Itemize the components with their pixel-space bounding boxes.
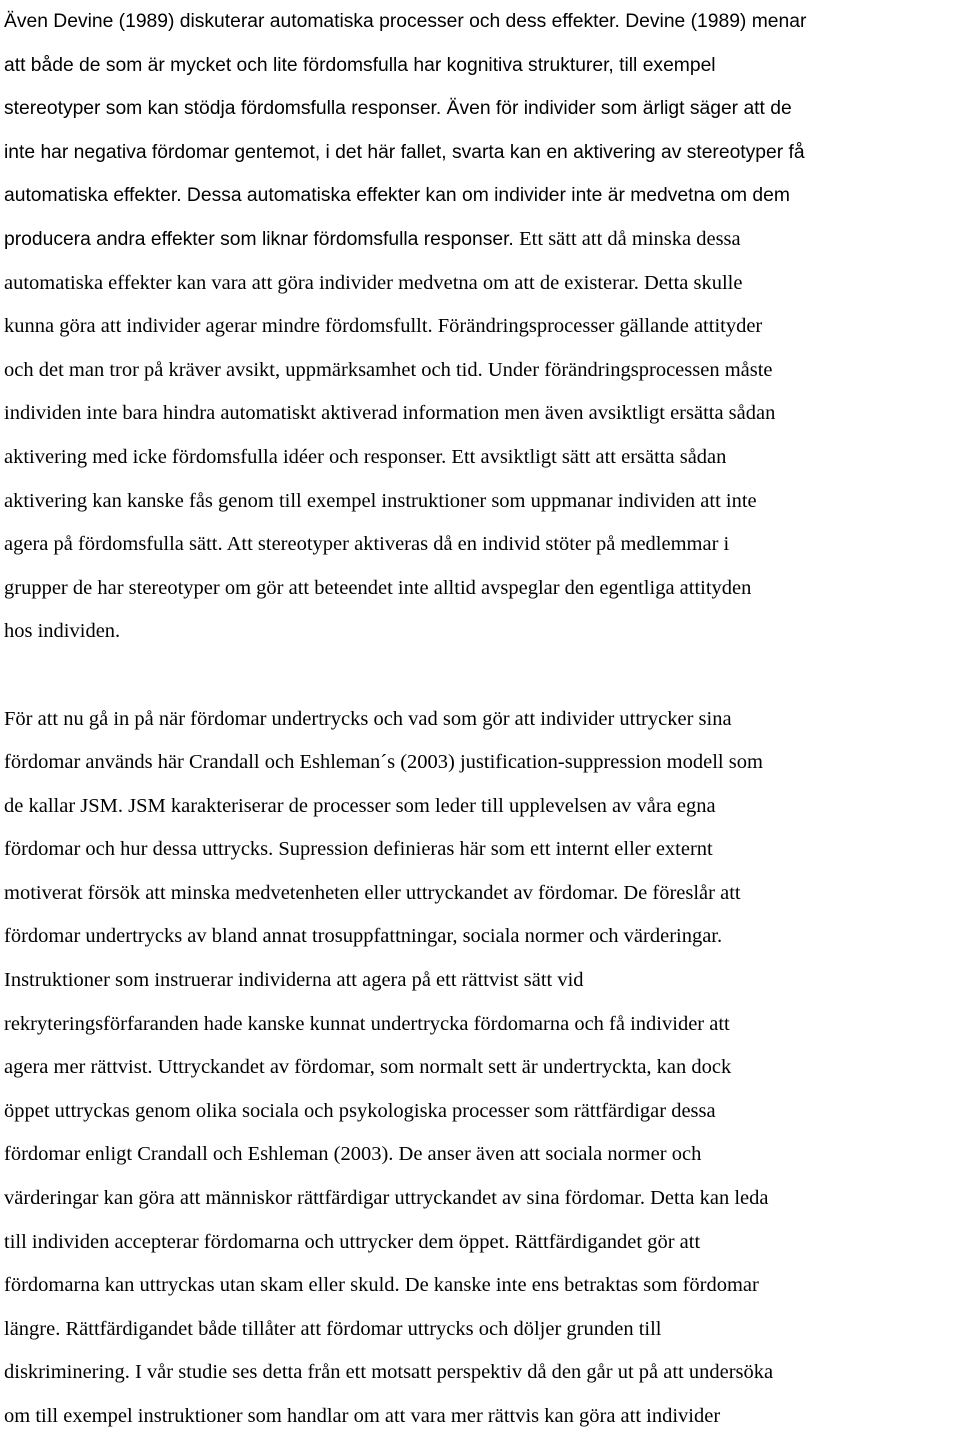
text-segment: fördomar enligt Crandall och Eshleman (2003). De anser även att sociala normer och [4,1143,702,1166]
text-line [4,1133,960,1177]
text-segment: motiverat försök att minska medvetenheten eller uttryckandet av fördomar. De föreslår att [4,881,741,904]
text-segment: grupper de har stereotyper om gör att beteendet inte alltid avspeglar den egentliga attityden [4,576,752,599]
text-line [4,1003,960,1047]
text-segment: Även Devine (1989) diskuterar automatiska processer och dess effekter. Devine (1989) menar [4,11,807,32]
text-segment: fördomar används här Crandall och Eshleman´s (2003) justification-suppression modell som [4,751,763,774]
text-line [4,349,960,393]
text-segment: producera andra effekter som liknar fördomsfulla responser. [4,228,520,250]
text-line [4,523,960,567]
text-line [4,44,960,88]
text-line [4,392,960,436]
text-segment: stereotyper som kan stödja fördomsfulla responser. Även för individer som ärligt säger att de [4,98,792,120]
text-line [4,872,960,916]
text-line [4,785,960,829]
text-segment: automatiska effekter. Dessa automatiska effekter kan om individer inte är medvetna om dem [4,185,790,207]
text-segment: kunna göra att individer agerar mindre fördomsfullt. Förändringsprocesser gällande attityder [4,315,763,338]
text-line [4,218,960,262]
text-segment: Instruktioner som instruerar individerna att agera på ett rättvist sätt vid [4,969,584,992]
text-segment: aktivering kan kanske fås genom till exempel instruktioner som uppmanar individen att inte [4,489,757,512]
text-line [4,915,960,959]
text-line [4,741,960,785]
text-segment: de kallar JSM. JSM karakteriserar de processer som leder till upplevelsen av våra egna [4,794,716,817]
text-segment: agera mer rättvist. Uttryckandet av fördomar, som normalt sett är undertryckta, kan dock [4,1056,732,1079]
text-segment: fördomar undertrycks av bland annat trosuppfattningar, sociala normer och värderingar. [4,925,723,948]
text-line [4,828,960,872]
text-line [4,610,960,654]
text-segment: diskriminering. I vår studie ses detta från ett motsatt perspektiv då den går ut på att undersöka [4,1361,774,1384]
text-segment: fördomarna kan uttryckas utan skam eller skuld. De kanske inte ens betraktas som fördomar [4,1274,759,1297]
text-line [4,698,960,742]
text-segment: längre. Rättfärdigandet både tillåter att fördomar uttrycks och döljer grunden till [4,1317,662,1340]
text-segment: rekryteringsförfaranden hade kanske kunnat undertrycka fördomarna och få individer att [4,1012,730,1035]
text-segment: värderingar kan göra att människor rättfärdigar uttryckandet av sina fördomar. Detta kan leda [4,1187,769,1210]
text-segment: hos individen. [4,620,121,643]
text-segment: öppet uttryckas genom olika sociala och psykologiska processer som rättfärdigar dessa [4,1099,716,1122]
text-line [4,959,960,1003]
text-line [4,174,960,218]
paragraph-1 [4,0,960,654]
text-segment: aktivering med icke fördomsfulla idéer och responser. Ett avsiktligt sätt att ersätta sådan [4,445,727,468]
text-line [4,87,960,131]
text-line [4,1395,960,1439]
text-segment: till individen accepterar fördomarna och uttrycker dem öppet. Rättfärdigandet gör att [4,1230,701,1253]
text-segment: fördomar och hur dessa uttrycks. Supression definieras här som ett internt eller externt [4,838,713,861]
text-line [4,480,960,524]
text-line [4,1308,960,1352]
text-segment: automatiska effekter kan vara att göra individer medvetna om att de existerar. Detta skulle [4,271,743,294]
text-line [4,567,960,611]
text-line [4,1046,960,1090]
text-segment: om till exempel instruktioner som handlar om att vara mer rättvis kan göra att individer [4,1405,721,1427]
text-line [4,1264,960,1308]
text-line [4,0,960,44]
paragraph-2 [4,698,960,1439]
text-segment: inte har negativa fördomar gentemot, i det här fallet, svarta kan en aktivering av stereotyper få [4,141,805,163]
text-line [4,1351,960,1395]
text-line [4,1177,960,1221]
text-line [4,131,960,175]
text-segment: att både de som är mycket och lite fördomsfulla har kognitiva strukturer, till exempel [4,54,716,76]
text-line [4,1221,960,1265]
text-line [4,305,960,349]
text-segment: och det man tror på kräver avsikt, uppmärksamhet och tid. Under förändringsprocessen måste [4,358,773,381]
text-segment: individen inte bara hindra automatiskt aktiverad information men även avsiktligt ersätta sådan [4,402,776,425]
text-line [4,436,960,480]
text-segment: agera på fördomsfulla sätt. Att stereotyper aktiveras då en individ stöter på medlemmar i [4,533,730,556]
document-page [4,0,960,1439]
text-segment: För att nu gå in på när fördomar undertrycks och vad som gör att individer uttrycker sina [4,707,732,730]
text-line [4,262,960,306]
document-body [4,0,960,1439]
text-line [4,1090,960,1134]
text-segment: Ett sätt att då minska dessa [519,227,741,250]
